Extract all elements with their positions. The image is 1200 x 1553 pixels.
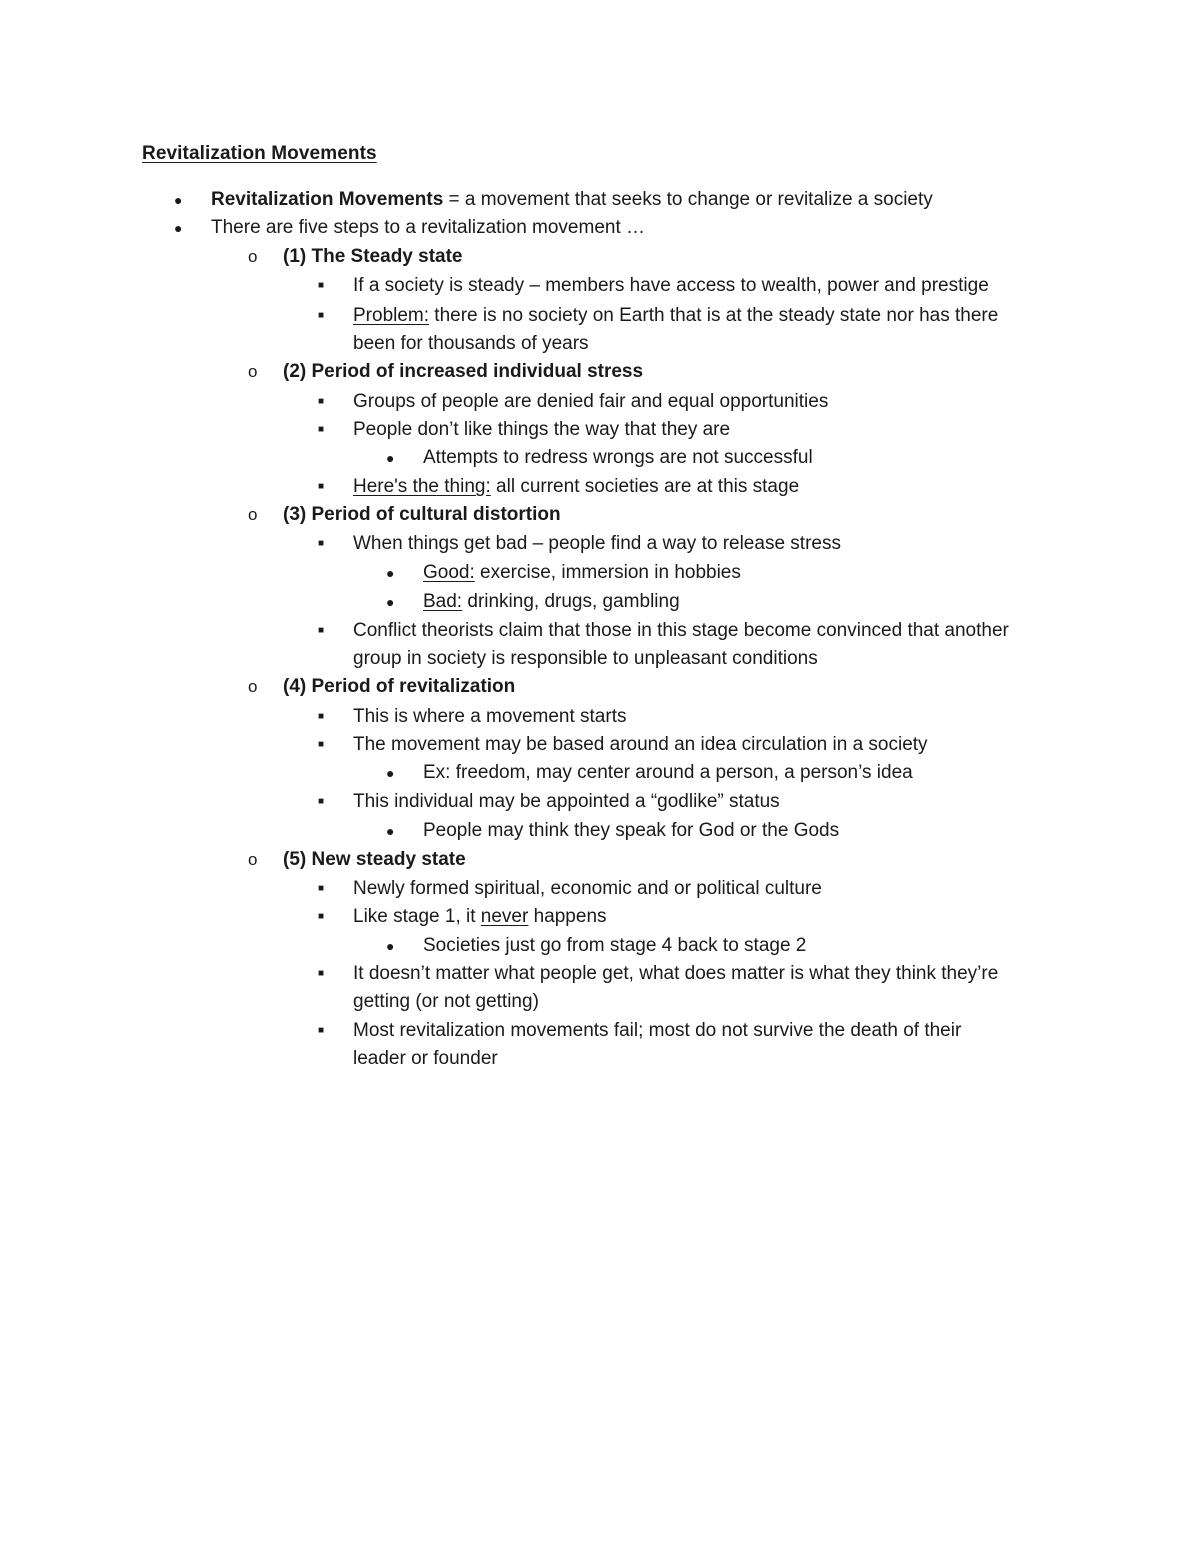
stage-3-item-1-sub-bad: Bad: drinking, drugs, gambling (423, 591, 680, 612)
stage-4-item-1: This is where a movement starts (353, 706, 627, 727)
stage-5-item-4: Most revitalization movements fail; most do not survive the death of their (353, 1020, 962, 1041)
bullet-disc-icon (174, 214, 182, 242)
bullet-circle-icon: o (248, 505, 258, 524)
definition-text: = a movement that seeks to change or revitalize a society (443, 189, 933, 210)
bullet-square-icon: ■ (318, 310, 325, 321)
stage-4-item-3-sub-1: People may think they speak for God or the Gods (423, 820, 840, 841)
bullet-disc-icon (386, 559, 394, 587)
bullet-square-icon: ■ (318, 711, 325, 722)
bullet-disc-icon (386, 817, 394, 845)
stage-2-item-2: People don’t like things the way that they are (353, 419, 731, 440)
bullet-square-icon: ■ (318, 538, 325, 549)
stage-2-item-1: Groups of people are denied fair and equal opportunities (353, 391, 829, 412)
stage-1-item-1: If a society is steady – members have access to wealth, power and prestige (353, 275, 989, 296)
bullet-square-icon: ■ (318, 396, 325, 407)
stage-2-item-2-sub-1: Attempts to redress wrongs are not successful (423, 447, 813, 468)
bullet-square-icon: ■ (318, 424, 325, 435)
stage-5-item-2: Like stage 1, it never happens (353, 906, 607, 927)
bullet-square-icon: ■ (318, 968, 325, 979)
stage-3-item-1-sub-good: Good: exercise, immersion in hobbies (423, 562, 741, 583)
stage-3-item-2-continuation: group in society is responsible to unpleasant conditions (353, 648, 818, 669)
label-bad: Bad: (423, 591, 463, 612)
stage-2-item-3: Here's the thing: all current societies are at this stage (353, 476, 800, 497)
stage-1-item-2: Problem: there is no society on Earth that is at the steady state nor has there (353, 305, 999, 326)
stage-5-item-3: It doesn’t matter what people get, what does matter is what they think they’re (353, 963, 999, 984)
stage-5-item-2-sub-1: Societies just go from stage 4 back to stage 2 (423, 935, 807, 956)
bullet-square-icon: ■ (318, 883, 325, 894)
stage-1-item-2-continuation: been for thousands of years (353, 333, 589, 354)
stage-3-heading: (3) Period of cultural distortion (283, 504, 561, 525)
stage-3-item-2: Conflict theorists claim that those in this stage become convinced that another (353, 620, 1009, 641)
definition-term: Revitalization Movements (211, 189, 444, 210)
bullet-square-icon: ■ (318, 1025, 325, 1036)
bullet-definition (211, 186, 933, 214)
emphasis-never: never (480, 906, 529, 927)
bullet-square-icon: ■ (318, 796, 325, 807)
bullet-square-icon: ■ (318, 280, 325, 291)
document-title: Revitalization Movements (142, 143, 377, 164)
stage-5-item-4-continuation: leader or founder (353, 1048, 498, 1069)
stage-4-item-2: The movement may be based around an idea circulation in a society (353, 734, 928, 755)
stage-3-item-1: When things get bad – people find a way to release stress (353, 533, 841, 554)
stage-5-item-1: Newly formed spiritual, economic and or political culture (353, 878, 822, 899)
bullet-five-steps: There are five steps to a revitalization movement … (211, 217, 646, 238)
bullet-circle-icon: o (248, 850, 258, 869)
stage-2-heading: (2) Period of increased individual stress (283, 361, 644, 382)
stage-5-item-3-continuation: getting (or not getting) (353, 991, 539, 1012)
bullet-square-icon: ■ (318, 911, 325, 922)
bullet-disc-icon (174, 186, 182, 214)
bullet-disc-icon (386, 444, 394, 472)
bullet-square-icon: ■ (318, 739, 325, 750)
bullet-square-icon: ■ (318, 625, 325, 636)
bullet-disc-icon (386, 932, 394, 960)
label-heres-the-thing: Here's the thing: (353, 476, 491, 497)
label-problem: Problem: (353, 305, 430, 326)
label-good: Good: (423, 562, 475, 583)
stage-4-heading: (4) Period of revitalization (283, 676, 516, 697)
stage-1-heading: (1) The Steady state (283, 246, 463, 267)
stage-4-item-2-sub-1: Ex: freedom, may center around a person, a person’s idea (423, 762, 913, 783)
stage-4-item-3: This individual may be appointed a “godlike” status (353, 791, 780, 812)
stage-5-heading: (5) New steady state (283, 849, 466, 870)
bullet-disc-icon (386, 759, 394, 787)
bullet-circle-icon: o (248, 362, 258, 381)
bullet-disc-icon (386, 588, 394, 616)
bullet-circle-icon: o (248, 677, 258, 696)
bullet-circle-icon: o (248, 247, 258, 266)
bullet-square-icon: ■ (318, 481, 325, 492)
